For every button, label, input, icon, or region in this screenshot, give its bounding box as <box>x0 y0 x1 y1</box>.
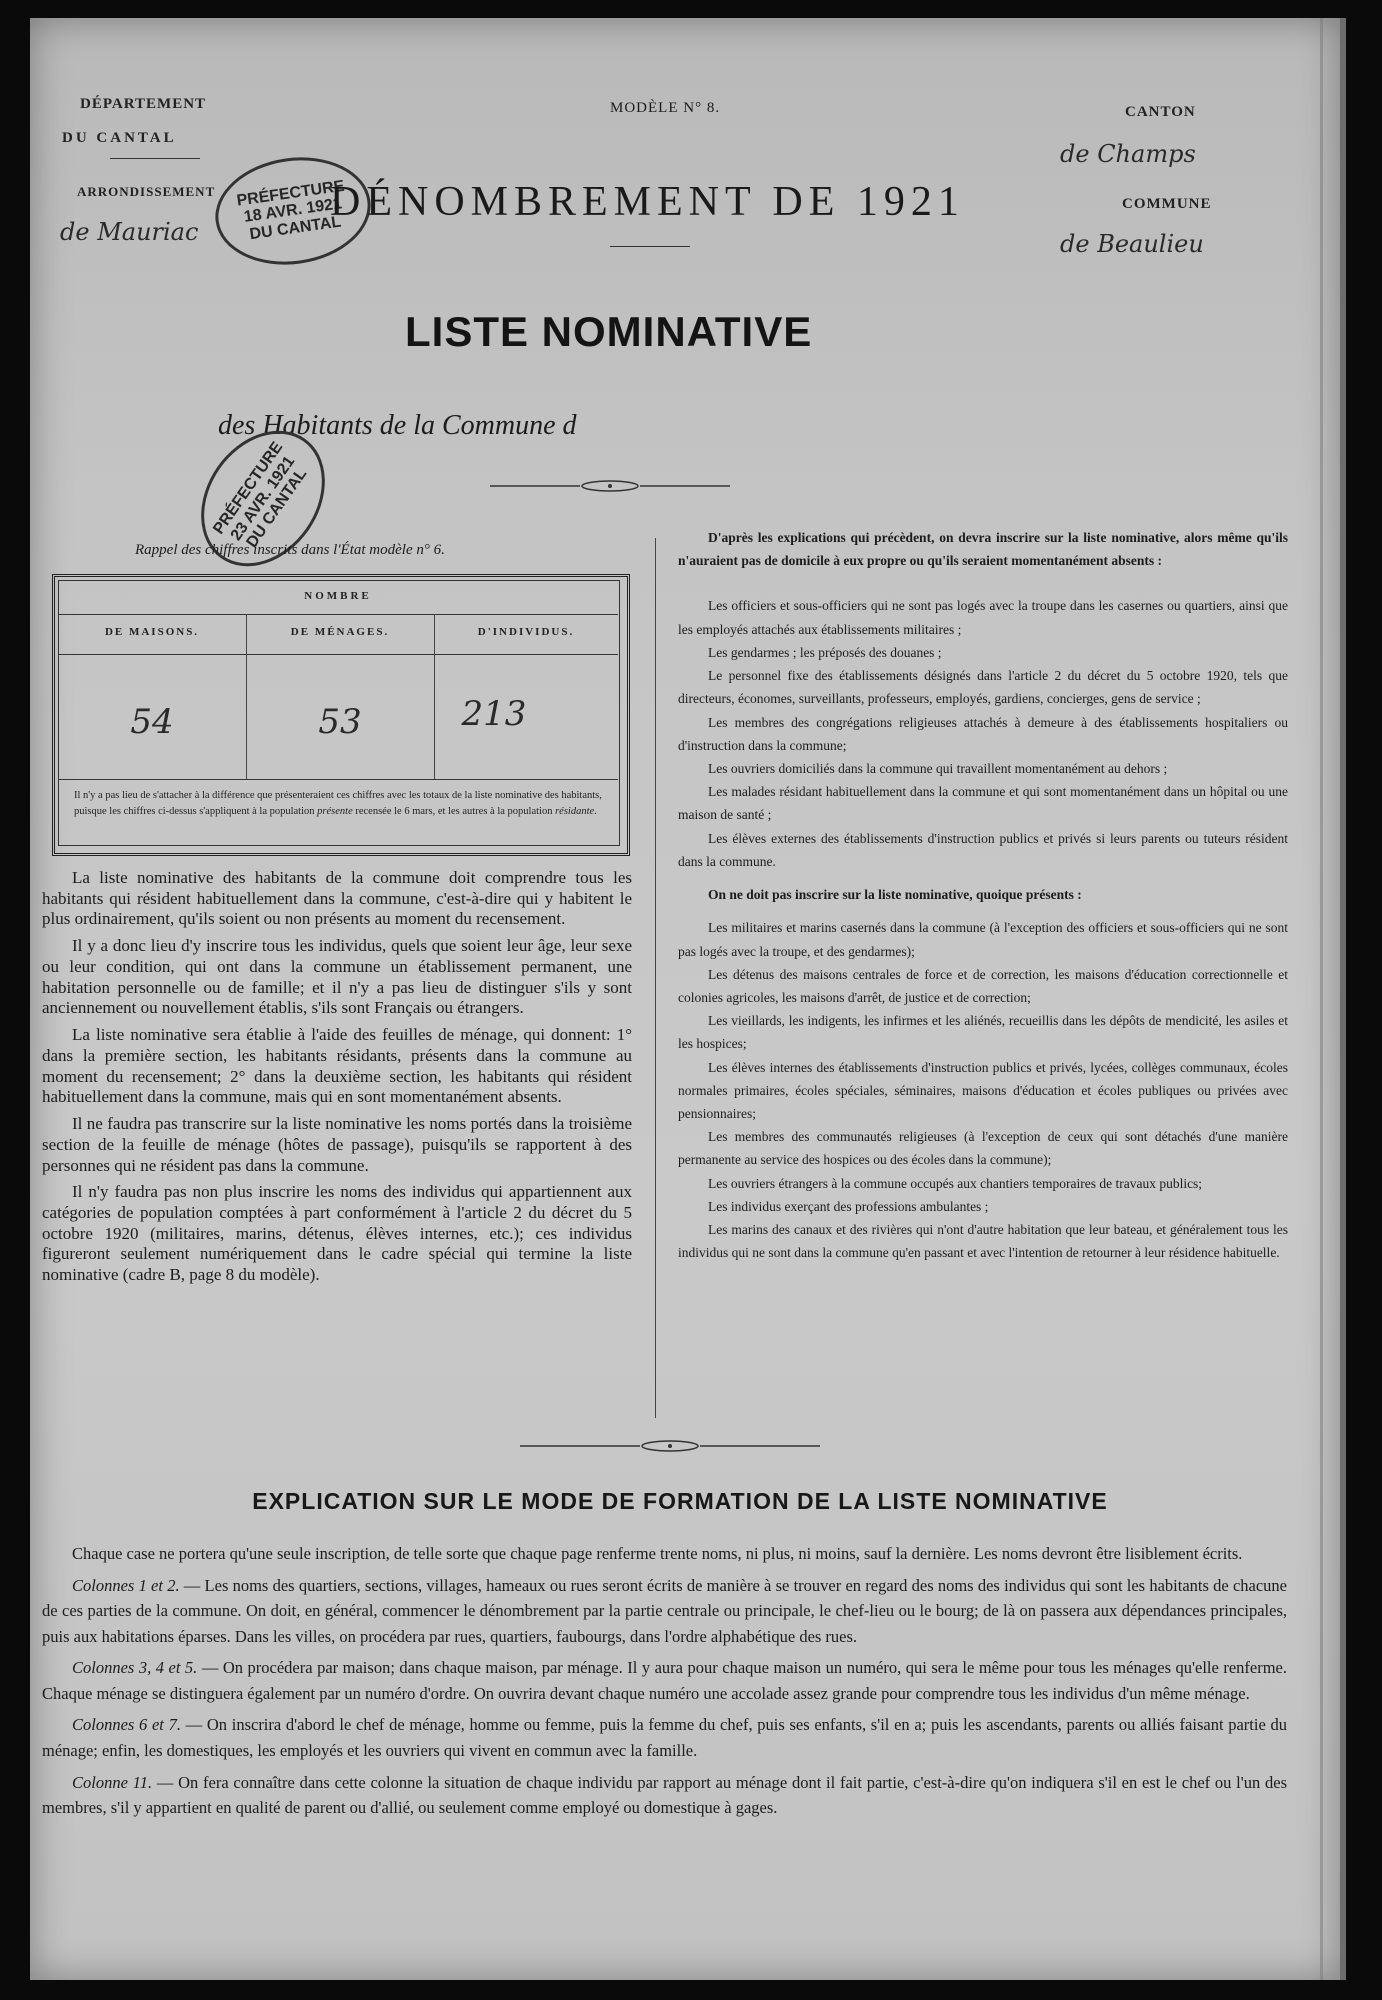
col-maisons: DE MAISONS. <box>104 626 200 638</box>
exclure-item: Les élèves internes des établissements d'instruction publics et privés, lycées, collèges communaux, écoles normales primaires, écoles spéciales, séminaires, maisons d'éducation et écoles publiques ou privées avec pensionnaires; <box>678 1059 1288 1122</box>
explication-item <box>42 1712 1287 1763</box>
exclure-item: Les membres des communautés religieuses (à l'exception de ceux qui sont détachés d'une manière permanente au service des hospices ou des écoles dans la commune); <box>678 1129 1288 1168</box>
left-paragraph: Il y a donc lieu d'y inscrire tous les individus, quels que soient leur âge, leur sexe ou leur condition, qui ont dans la commune un établissement permanent, une habitation personnelle ou de famille; et il n'y a pas lieu de distinguer s'ils y sont anciennement ou nouvellement établis, s'ils sont Français ou étrangers. <box>42 936 632 1018</box>
column-label: Colonnes 1 et 2. <box>72 1575 180 1595</box>
arrondissement-handwritten: de Mauriac <box>60 218 199 246</box>
page-title: DÉNOMBREMENT DE 1921 <box>330 179 965 225</box>
explication-body <box>42 1541 1287 1821</box>
column-label: Colonnes 6 et 7. <box>72 1715 181 1735</box>
exclure-item: Les individus exerçant des professions ambulantes ; <box>708 1198 989 1214</box>
inscrire-item: Les officiers et sous-officiers qui ne sont pas logés avec la troupe dans les casernes ou quartiers, ainsi que les employés attachés aux établissements militaires ; <box>678 598 1288 637</box>
census-page <box>30 18 1346 1980</box>
explication-item <box>42 1655 1287 1706</box>
exclure-item: Les ouvriers étrangers à la commune occupés aux chantiers temporaires de travaux publics; <box>708 1175 1203 1191</box>
column-text: — Les noms des quartiers, sections, villages, hameaux ou rues seront écrits de manière à se trouver en regard des noms des individus qui sont les habitants de chacune de ces parties de la commune. On doit, en général, commencer le dénombrement par la partie centrale ou principale, le chef-lieu ou le bourg; de là on passera aux dépendances principales, puis aux habitations éparses. Dans les villes, on procédera par rues, quartiers, faubourgs, dans l'ordre alphabétique des rues. <box>42 1575 1287 1646</box>
exclude-title: On ne doit pas inscrire sur la liste nominative, quoique présents : <box>708 887 1082 903</box>
left-paragraph: Il n'y faudra pas non plus inscrire les noms des individus qui appartiennent aux catégories de population comptées à part conformément à l'article 2 du décret du 5 octobre 1920 (militaires, marins, détenus, élèves internes, etc.); ces individus figureront seulement numériquement dans le cadre spécial qui termine la liste nominative (cadre B, page 8 du modèle). <box>42 1182 632 1285</box>
exclure-item: Les marins des canaux et des rivières qui n'ont d'autre habitation que leur bateau, et généralement tous les individus qui ne sont dans la commune qu'en passant et avec l'intention de retourner à leur résidence habituelle. <box>678 1222 1288 1261</box>
column-label: Colonne 11. <box>72 1772 153 1792</box>
ornament-divider <box>490 478 730 494</box>
exclure-item: Les militaires et marins casernés dans la commune (à l'exception des officiers et sous-officiers qui ne sont pas logés avec la troupe, et des gendarmes); <box>678 920 1288 959</box>
note-part-a: Il n'y a pas lieu de s'attacher à la différence que présenteraient ces chiffres avec les totaux de la liste nominative des habitants, puisque les chiffres ci-dessus s'appliquent à la population <box>74 790 602 818</box>
column-label: Colonnes 3, 4 et 5. <box>72 1658 198 1678</box>
box-rule-3 <box>58 779 618 780</box>
departement-label: DÉPARTEMENT <box>80 96 207 112</box>
col-menages: DE MÉNAGES. <box>290 626 390 638</box>
explication-item <box>42 1573 1287 1650</box>
note-present: présente <box>317 806 353 818</box>
modele-number: MODÈLE N° 8. <box>610 100 721 116</box>
explication-title: EXPLICATION SUR LE MODE DE FORMATION DE LA LISTE NOMINATIVE <box>252 1488 1108 1514</box>
column-text: — On inscrira d'abord le chef de ménage, homme ou femme, puis la femme du chef, puis ses enfants, s'il en a; puis les ascendants, parents ou alliés faisant partie du ménage; enfin, les domestiques, les employés et les ouvriers qui vivent en commun avec la famille. <box>42 1715 1287 1760</box>
inscrire-item: Les membres des congrégations religieuses attachés à demeure à des établissements hospitaliers ou d'instruction dans la commune; <box>678 714 1288 753</box>
value-individus: 213 <box>461 694 527 734</box>
ornament-divider-2 <box>520 1438 820 1454</box>
column-divider <box>655 538 656 1418</box>
commune-handwritten: de Beaulieu <box>1060 230 1204 258</box>
canton-handwritten: de Champs <box>1060 140 1196 168</box>
page-edge <box>1320 18 1323 1980</box>
commune-label: COMMUNE <box>1122 196 1212 212</box>
title-rule <box>610 246 690 247</box>
right-instructions <box>678 526 1288 1265</box>
box-col-divider-1 <box>246 614 247 779</box>
left-paragraph: La liste nominative des habitants de la commune doit comprendre tous les habitants qui résident habituellement dans la commune, c'est-à-dire qui y habitent le plus ordinairement, qu'ils soient ou non présents au moment du recensement. <box>42 868 632 929</box>
value-maisons: 54 <box>130 702 174 742</box>
rappel-caption: Rappel des chiffres inscrits dans l'État modèle n° 6. <box>135 542 445 558</box>
right-intro: D'après les explications qui précèdent, on devra inscrire sur la liste nominative, alors même qu'ils n'auraient pas de domicile à eux propre ou qu'ils seraient momentanément absents : <box>678 530 1288 569</box>
arrondissement-label: ARRONDISSEMENT <box>77 184 216 199</box>
rappel-note <box>74 788 604 821</box>
note-part-b: recensée le 6 mars, et les autres à la population <box>352 806 556 818</box>
inscrire-item: Les malades résidant habituellement dans la commune et qui sont momentanément dans un hôpital ou une maison de santé ; <box>678 784 1288 823</box>
left-paragraph: Il ne faudra pas transcrire sur la liste nominative les noms portés dans la troisième section de la feuille de ménage (hôtes de passage), puisqu'ils se rapportent à des personnes qui ne résident pas dans la commune. <box>42 1114 632 1175</box>
inscrire-item: Les élèves externes des établissements d'instruction publics et privés si leurs parents ou tuteurs résident dans la commune. <box>678 830 1288 869</box>
stamp-text: PRÉFECTURE 18 AVR. 1921 DU CANTAL <box>235 177 346 243</box>
inscrire-item: Les gendarmes ; les préposés des douanes ; <box>708 644 942 660</box>
canton-label: CANTON <box>1125 104 1196 120</box>
col-individus: D'INDIVIDUS. <box>477 626 575 638</box>
stamp-text-2: PRÉFECTURE 23 AVR. 1921 DU CANTAL <box>210 438 311 552</box>
header-rule <box>110 158 200 159</box>
column-text: — On fera connaître dans cette colonne la situation de chaque individu par rapport au ménage dont il fait partie, c'est-à-dire qu'on indiquera s'il en est le chef ou l'un des membres, s'il y appartient en qualité de parent ou d'allié, ou seulement comme employé ou domestique à gages. <box>42 1772 1287 1818</box>
note-residante: résidante <box>555 806 595 818</box>
left-paragraph: La liste nominative sera établie à l'aide des feuilles de ménage, qui donnent: 1° dans la première section, les habitants résidants, présents dans la commune au moment du recensement; 2° dans la deuxième section, les habitants qui résident habituellement dans la commune, mais qui en sont momentanément absents. <box>42 1025 632 1107</box>
box-rule <box>58 614 618 615</box>
note-part-c: . <box>594 806 597 818</box>
value-menages: 53 <box>318 702 362 742</box>
subtitle: des Habitants de la Commune d <box>218 410 577 441</box>
box-rule-2 <box>58 654 618 655</box>
column-text: — On procédera par maison; dans chaque maison, par ménage. Il y aura pour chaque maison un numéro, qui sera le même pour tous les ménages qu'elle renferme. Chaque ménage se distinguera également par un numéro d'ordre. On ouvrira devant chaque numéro une accolade assez grande pour comprendre tous les individus d'un même ménage. <box>42 1658 1287 1703</box>
explication-item <box>42 1770 1287 1821</box>
nombre-heading: NOMBRE <box>304 590 372 602</box>
liste-title: LISTE NOMINATIVE <box>405 308 813 355</box>
left-instructions <box>42 868 632 1286</box>
departement-value: DU CANTAL <box>62 130 177 146</box>
inscrire-item: Les ouvriers domiciliés dans la commune qui travaillent momentanément au dehors ; <box>708 760 1168 776</box>
exclure-item: Les détenus des maisons centrales de force et de correction, les maisons d'éducation correctionnelle et colonies agricoles, les maisons d'arrêt, de justice et de correction; <box>678 966 1288 1005</box>
inscrire-item: Le personnel fixe des établissements désignés dans l'article 2 du décret du 5 octobre 1920, tels que directeurs, économes, surveillants, professeurs, employés, gardiens, concierges, gens de service ; <box>678 668 1288 707</box>
explication-intro: Chaque case ne portera qu'une seule inscription, de telle sorte que chaque page renferme trente noms, ni plus, ni moins, sauf la dernière. Les noms devront être lisiblement écrits. <box>72 1544 1243 1563</box>
exclure-item: Les vieillards, les indigents, les infirmes et les aliénés, recueillis dans les dépôts de mendicité, les asiles et les hospices; <box>678 1013 1288 1052</box>
